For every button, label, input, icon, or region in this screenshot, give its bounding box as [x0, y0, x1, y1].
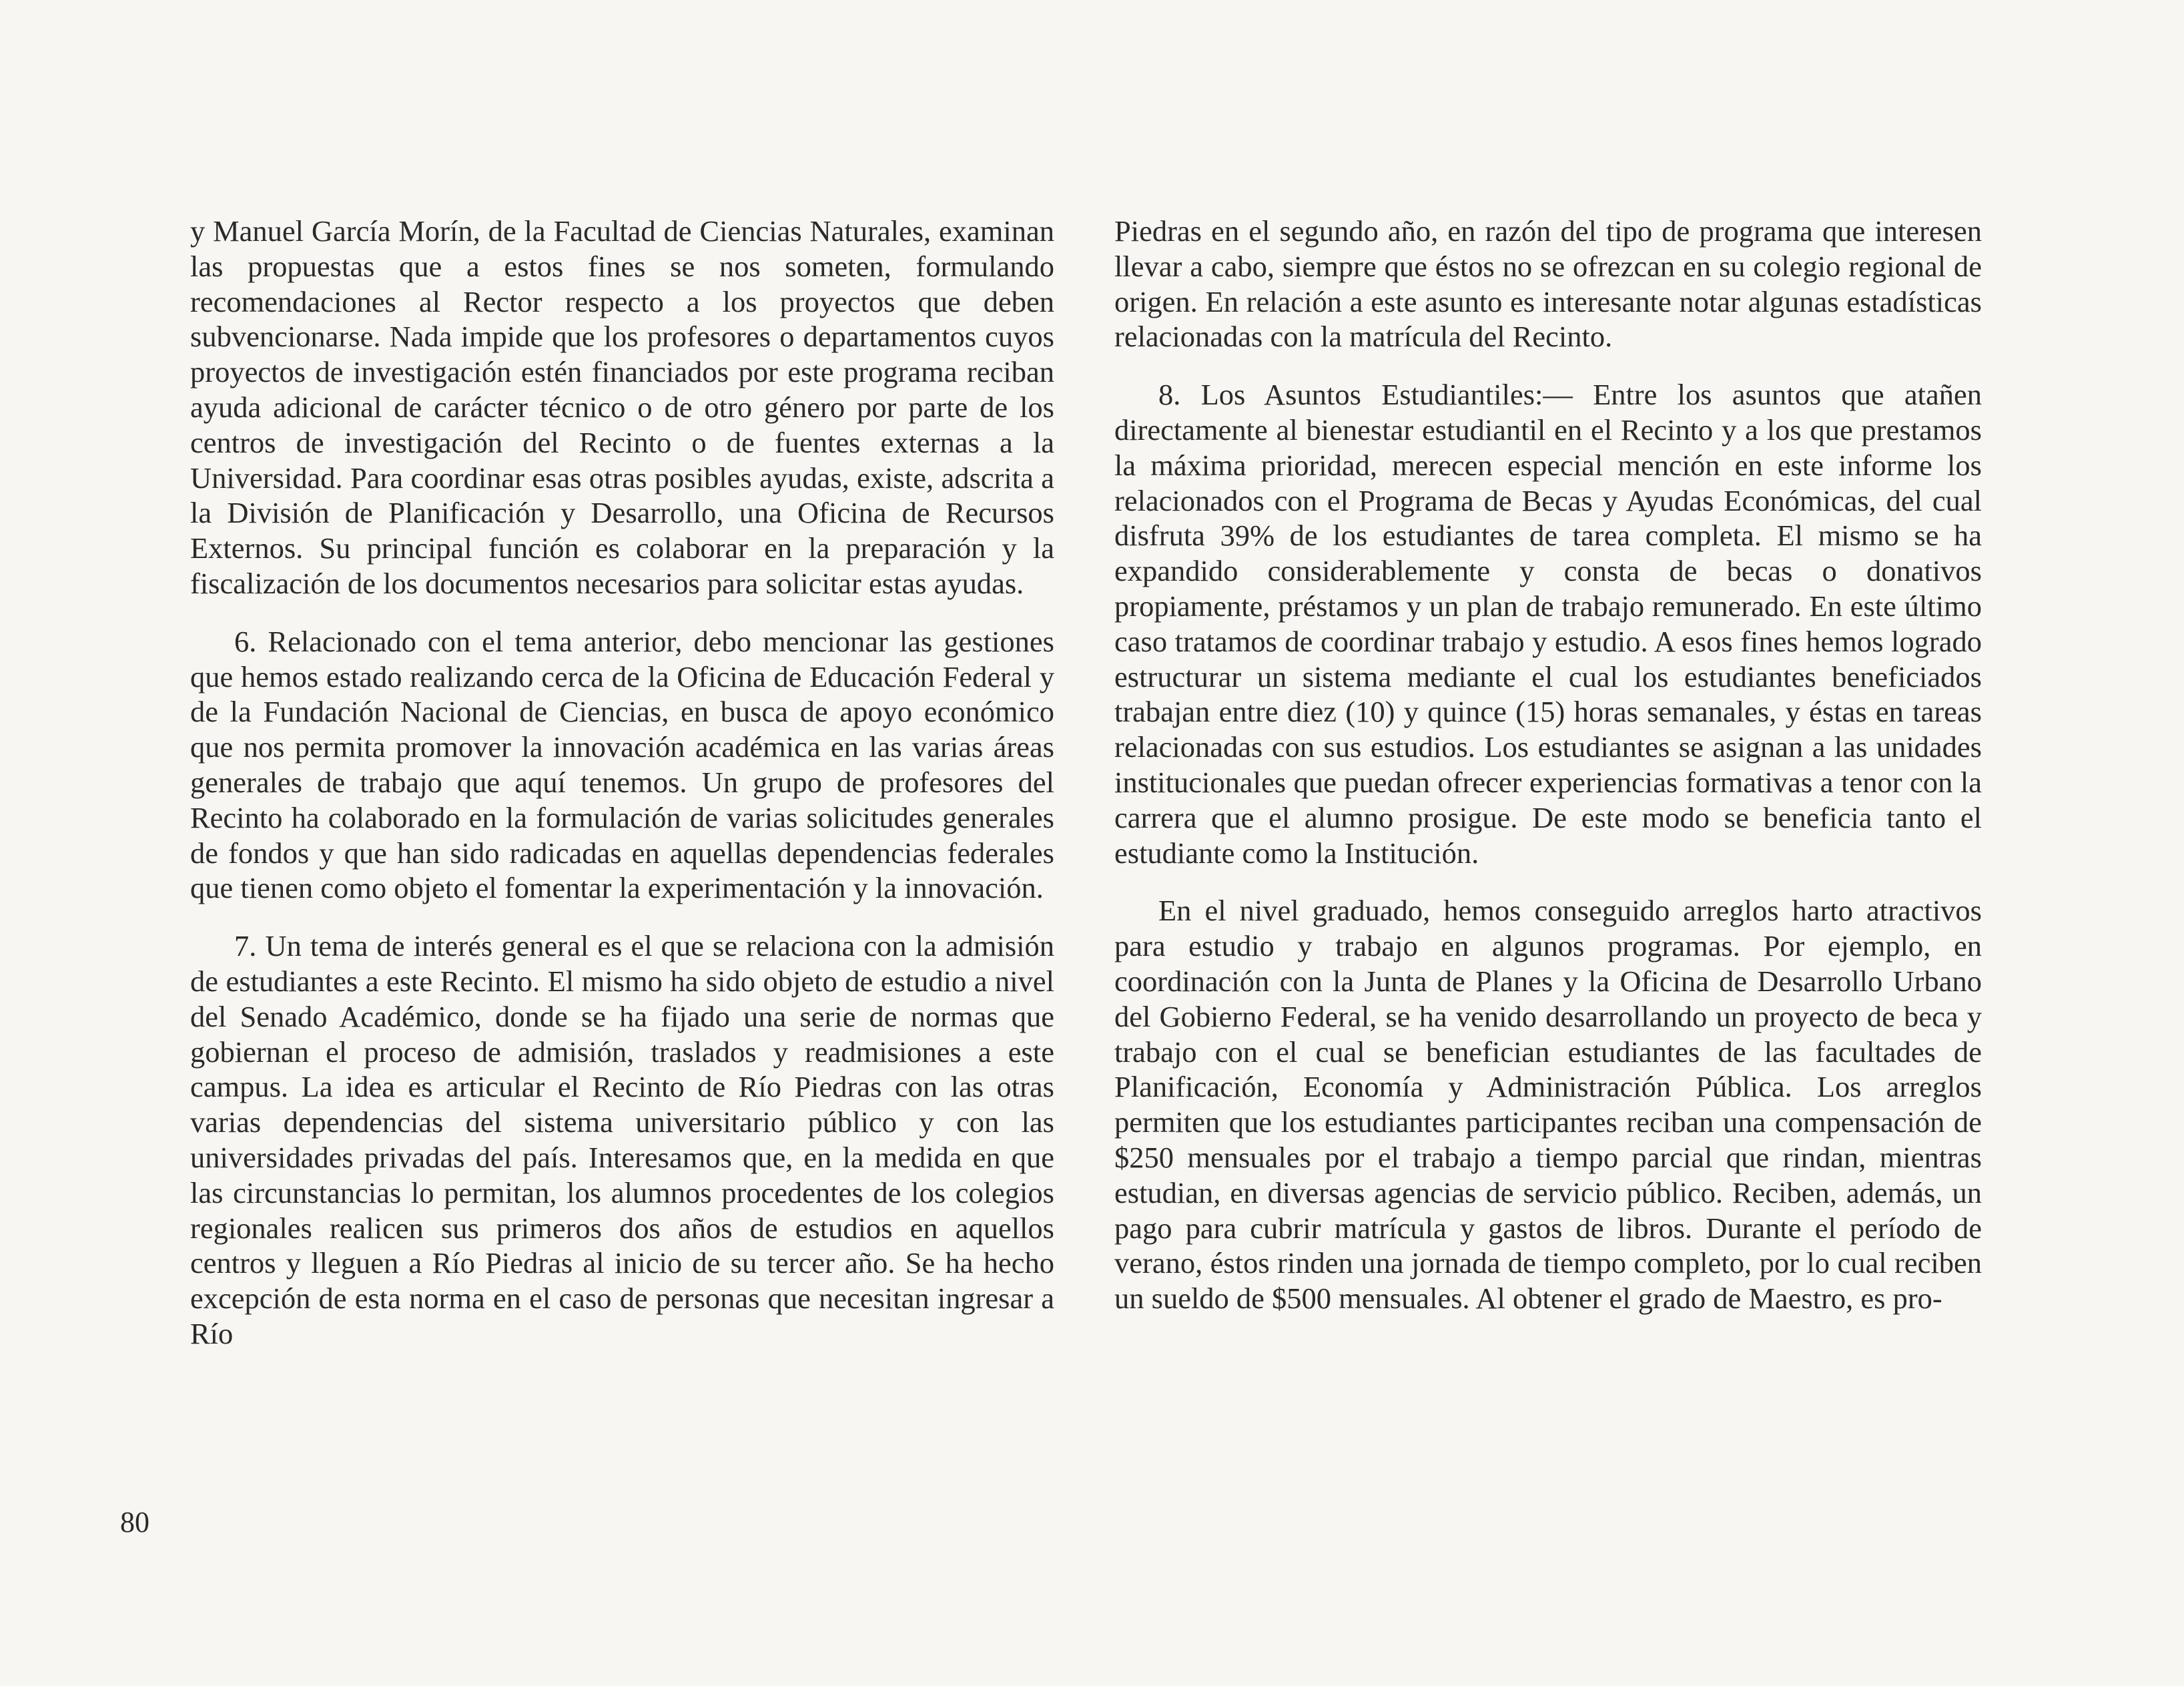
left-paragraph-2: 6. Relacionado con el tema anterior, debo mencionar las gestiones que hemos estado realizando cerca de la Oficina de Educación Federal y de la Fundación Nacional de Ciencias, en busca de apoyo económico que nos permita promover la innovación académica en las varias áreas generales de trabajo que aquí tenemos. Un grupo de profesores del Recinto ha colaborado en la formulación de varias solicitudes generales de fondos y que han sido radicadas en aquellas dependencias federales que tienen como objeto el fomentar la experimentación y la innovación. — [190, 624, 1054, 905]
page-number: 80 — [120, 1506, 149, 1538]
right-column — [1114, 214, 1982, 1316]
right-paragraph-1: Piedras en el segundo año, en razón del tipo de programa que interesen llevar a cabo, siempre que éstos no se ofrezcan en su colegio regional de origen. En relación a este asunto es interesante notar algunas estadísticas relacionadas con la matrícula del Recinto. — [1114, 214, 1982, 354]
left-column — [190, 214, 1054, 1352]
right-paragraph-3: En el nivel graduado, hemos conseguido arreglos harto atractivos para estudio y trabajo en algunos programas. Por ejemplo, en coordinación con la Junta de Planes y la Oficina de Desarrollo Urbano del Gobierno Federal, se ha venido desarrollando un proyecto de beca y trabajo con el cual se benefician estudiantes de las facultades de Planificación, Economía y Administración Pública. Los arreglos permiten que los estudiantes participantes reciban una compensación de $250 mensuales por el trabajo a tiempo parcial que rindan, mientras estudian, en diversas agencias de servicio público. Reciben, además, un pago para cubrir matrícula y gastos de libros. Durante el período de verano, éstos rinden una jornada de tiempo completo, por lo cual reciben un sueldo de $500 mensuales. Al obtener el grado de Maestro, es pro- — [1114, 894, 1982, 1316]
left-paragraph-3: 7. Un tema de interés general es el que se relaciona con la admisión de estudiantes a este Recinto. El mismo ha sido objeto de estudio a nivel del Senado Académico, donde se ha fijado una serie de normas que gobiernan el proceso de admisión, traslados y readmisiones a este campus. La idea es articular el Recinto de Río Piedras con las otras varias dependencias del sistema universitario público y con las universidades privadas del país. Interesamos que, en la medida en que las circunstancias lo permitan, los alumnos procedentes de los colegios regionales realicen sus primeros dos años de estudios en aquellos centros y lleguen a Río Piedras al inicio de su tercer año. Se ha hecho excepción de esta norma en el caso de personas que necesitan ingresar a Río — [190, 929, 1054, 1350]
left-paragraph-1: y Manuel García Morín, de la Facultad de Ciencias Naturales, examinan las propuestas que a estos fines se nos someten, formulando recomendaciones al Rector respecto a los proyectos que deben subvencionarse. Nada impide que los profesores o departamentos cuyos proyectos de investigación estén financiados por este programa reciban ayuda adicional de carácter técnico o de otro género por parte de los centros de investigación del Recinto o de fuentes externas a la Universidad. Para coordinar esas otras posibles ayudas, existe, adscrita a la División de Planificación y Desarrollo, una Oficina de Recursos Externos. Su principal función es colaborar en la preparación y la fiscalización de los documentos necesarios para solicitar estas ayudas. — [190, 214, 1054, 600]
right-paragraph-2: 8. Los Asuntos Estudiantiles:— Entre los asuntos que atañen directamente al bienestar estudiantil en el Recinto y a los que prestamos la máxima prioridad, merecen especial mención en este informe los relacionados con el Programa de Becas y Ayudas Económicas, del cual disfruta 39% de los estudiantes de tarea completa. El mismo se ha expandido considerablemente y consta de becas o donativos propiamente, préstamos y un plan de trabajo remunerado. En este último caso tratamos de coordinar trabajo y estudio. A esos fines hemos logrado estructurar un sistema mediante el cual los estudiantes beneficiados trabajan entre diez (10) y quince (15) horas semanales, y éstas en tareas relacionadas con sus estudios. Los estudiantes se asignan a las unidades institucionales que puedan ofrecer experiencias formativas a tenor con la carrera que el alumno prosigue. De este modo se beneficia tanto el estudiante como la Institución. — [1114, 378, 1982, 870]
